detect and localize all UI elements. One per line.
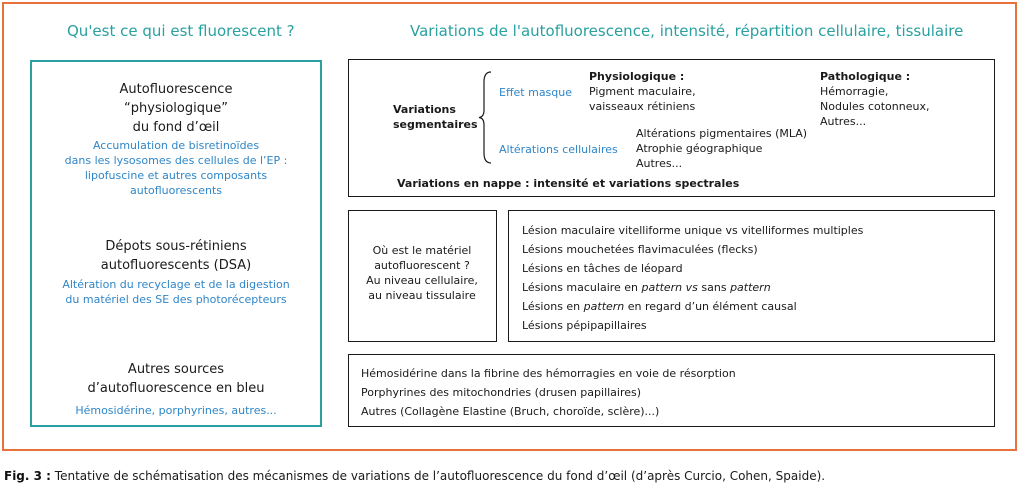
title-line: Dépots sous-rétiniens [105,239,247,254]
brace-icon [477,70,493,165]
text-line: autofluorescent ? [374,259,470,272]
desc-line: Hémosidérine, porphyrines, autres... [75,404,277,417]
effet-masque-label: Effet masque [499,86,573,99]
other-sources-desc [32,403,320,418]
text-line: au niveau tissulaire [368,289,476,302]
desc-line: Accumulation de bisretinoïdes [92,139,260,152]
lesion-text: sans [697,281,731,294]
physiologique-list [589,84,696,114]
lesion-item: Lésions en tâches de léopard [522,262,683,275]
lesion-text-italic: pattern [583,300,625,313]
caption-label: Fig. 3 : [4,469,51,483]
title-line: du fond d’œil [132,120,220,135]
list-item: Nodules cotonneux, [820,100,930,113]
desc-line: lipofuscine et autres composants [84,169,268,182]
dsa-desc [32,277,320,307]
lesion-text: Lésions maculaire en [522,281,642,294]
title-line: Autofluorescence [119,82,233,97]
label-line: Variations [393,103,456,116]
desc-line: dans les lysosomes des cellules de l’EP : [64,154,288,167]
left-panel [30,60,322,427]
desc-line: du matériel des SE des photorécepteurs [65,293,287,306]
list-item: Atrophie géographique [636,142,763,155]
lesion-item [522,297,863,316]
right-heading: Variations de l'autofluorescence, intensité, répartition cellulaire, tissulaire [410,22,964,40]
lesion-item [522,278,863,297]
source-item: Hémosidérine dans la fibrine des hémorragies en voie de résorption [361,367,736,380]
list-item: Altérations pigmentaires (MLA) [636,127,808,140]
segmental-variations-box [348,59,995,197]
left-heading: Qu'est ce qui est fluorescent ? [67,22,295,40]
alterations-cellulaires-label: Altérations cellulaires [499,143,618,156]
variations-nappe-label: Variations en nappe : intensité et variations spectrales [397,177,740,190]
title-line: Autres sources [127,362,225,377]
lesions-list [522,221,863,335]
desc-line: Altération du recyclage et de la digestion [62,278,290,291]
variations-segmentaires-label [393,102,478,132]
label-line: segmentaires [393,118,478,131]
physio-af-title [32,80,320,137]
list-item: Hémorragie, [820,85,889,98]
lesion-item: Lésions pépipapillaires [522,319,647,332]
list-item: vaisseaux rétiniens [589,100,696,113]
other-sources-list [361,364,736,421]
title-line: autofluorescents (DSA) [100,258,252,273]
text-line: Où est le matériel [372,244,472,257]
caption-text: Tentative de schématisation des mécanismes de variations de l’autofluorescence du fond d’œil (d’après Curcio, Cohen, Spaide). [50,469,826,483]
lesion-item: Lésion maculaire vitelliforme unique vs vitelliformes multiples [522,224,864,237]
lesion-text: Lésions en [522,300,584,313]
location-question-box [348,210,497,342]
alterations-list [636,126,807,171]
lesion-text-italic: pattern [730,281,771,294]
list-item: Pigment maculaire, [589,85,696,98]
title-line: d’autofluorescence en bleu [87,381,265,396]
pathologique-title: Pathologique : [820,70,911,83]
figure-caption [4,469,825,483]
lesion-text: en regard d’un élément causal [624,300,797,313]
lesions-box [508,210,995,342]
desc-line: autofluorescents [130,184,222,197]
physio-af-desc [32,138,320,198]
lesion-text-italic: pattern vs [641,281,698,294]
other-sources-title [32,360,320,398]
source-item: Porphyrines des mitochondries (drusen papillaires) [361,386,642,399]
location-question-text [349,243,495,303]
list-item: Autres... [820,115,867,128]
other-sources-box [348,354,995,427]
physiologique-title: Physiologique : [589,70,685,83]
source-item: Autres (Collagène Elastine (Bruch, choroïde, sclère)...) [361,405,660,418]
title-line: “physiologique” [124,101,228,116]
text-line: Au niveau cellulaire, [366,274,478,287]
dsa-title [32,237,320,275]
list-item: Autres... [636,157,683,170]
lesion-item: Lésions mouchetées flavimaculées (flecks) [522,243,758,256]
pathologique-list [820,84,929,129]
